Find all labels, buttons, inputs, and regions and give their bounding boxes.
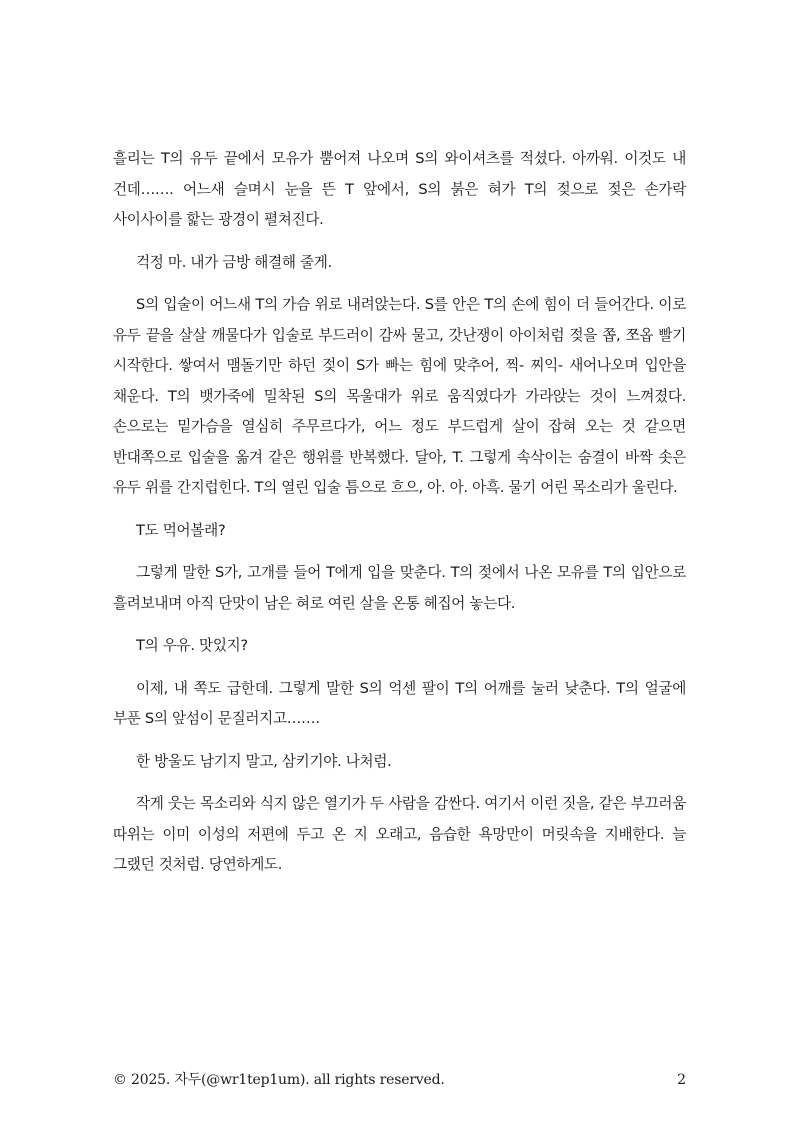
paragraph: 작게 웃는 목소리와 식지 않은 열기가 두 사람을 감싼다. 여기서 이런 짓을, 같은 부끄러움 따위는 이미 이성의 저편에 두고 온 지 오래고, 음습한 욕망만이 머릿속을 지배한다. 늘 그랬던 것처럼. 당연하게도. <box>113 795 686 873</box>
paragraph: T도 먹어볼래? <box>136 521 226 539</box>
paragraph: S의 입술이 어느새 T의 가슴 위로 내려앉는다. S를 안은 T의 손에 힘이 더 들어간다. 이로 유두 끝을 살살 깨물다가 입술로 부드러이 감싸 물고, 갓난쟁이 아이처럼 젖을 쫍, 쪼옵 빨기 시작한다. 쌓여서 맴돌기만 하던 젖이 S가 빠는 힘에 맞추어, 찍- 찌익- 새어나오며 입안을 채운다. T의 뱃가죽에 밀착된 S의 목울대가 위로 움직였다가 가라앉는 것이 느껴졌다. 손으로는 밑가슴을 열심히 주무르다가, 어느 정도 부드럽게 살이 잡혀 오는 것 같으면 반대쪽으로 입술을 옮겨 같은 행위를 반복했다. 달아, T. 그렇게 속삭이는 숨결이 바짝 솟은 유두 위를 간지럽힌다. T의 열린 입술 틈으로 흐으, 아. 아. 아흑. 물기 어린 목소리가 울린다. <box>113 296 686 496</box>
paragraph: 한 방울도 남기지 말고, 삼키기야. 나처럼. <box>136 752 392 770</box>
paragraph: 흘리는 T의 유두 끝에서 모유가 뿜어져 나오며 S의 와이셔츠를 적셨다. 아까워. 이것도 내 건데……. 어느새 슬며시 눈을 뜬 T 앞에서, S의 붉은 혀가 T의 젖으로 젖은 손가락 사이사이를 핥는 광경이 펼쳐진다. <box>113 150 686 228</box>
paragraph: 걱정 마. 내가 금방 해결해 줄게. <box>136 253 332 271</box>
body-text <box>113 144 686 893</box>
paragraph: T의 우유. 맛있지? <box>136 637 248 654</box>
paragraph: 그렇게 말한 S가, 고개를 들어 T에게 입을 맞춘다. T의 젖에서 나온 모유를 T의 입안으로 흘려보내며 아직 단맛이 남은 혀로 여린 살을 온통 헤집어 놓는다. <box>113 564 686 612</box>
page-number: 2 <box>677 1072 686 1088</box>
page-footer <box>113 1068 686 1092</box>
copyright-notice: © 2025. 자두(@wr1tep1um). all rights reserved. <box>113 1072 445 1088</box>
paragraph: 이제, 내 쪽도 급한데. 그렇게 말한 S의 억센 팔이 T의 어깨를 눌러 낮춘다. T의 얼굴에 부푼 S의 앞섬이 문질러지고……. <box>113 679 686 727</box>
